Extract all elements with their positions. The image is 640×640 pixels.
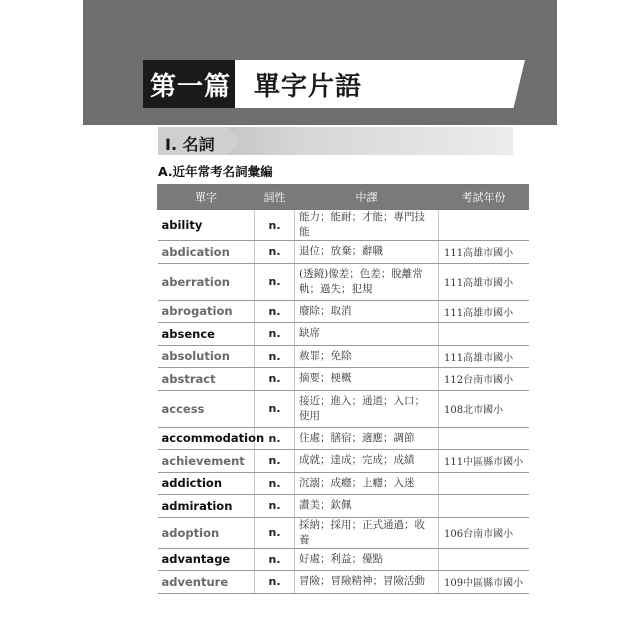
header-word: 單字 (158, 185, 255, 210)
meaning-cell: (透鏡)像差；色差；脫離常軌；過失；犯規 (295, 263, 439, 300)
word-cell: adoption (158, 517, 255, 548)
word-cell: advantage (158, 548, 255, 571)
word-cell: admiration (158, 495, 255, 518)
year-cell: 111中區縣市國小 (439, 450, 529, 473)
word-cell: absence (158, 323, 255, 346)
meaning-cell: 住處；膳宿；適應；調節 (295, 427, 439, 450)
word-cell: ability (158, 210, 255, 241)
word-cell: access (158, 390, 255, 427)
pos-cell: n. (255, 300, 295, 323)
meaning-cell: 成就；達成；完成；成績 (295, 450, 439, 473)
pos-cell: n. (255, 390, 295, 427)
meaning-cell: 接近；進入；通道；入口；使用 (295, 390, 439, 427)
meaning-cell: 赦罪；免除 (295, 345, 439, 368)
pos-cell: n. (255, 263, 295, 300)
table-row (158, 427, 529, 450)
header-meaning: 中譯 (295, 185, 439, 210)
header-pos: 詞性 (255, 185, 295, 210)
table-row (158, 390, 529, 427)
word-cell: abdication (158, 241, 255, 264)
word-cell: accommodation (158, 427, 255, 450)
pos-cell: n. (255, 472, 295, 495)
word-cell: achievement (158, 450, 255, 473)
chapter-number: 第一篇 (150, 72, 232, 102)
word-cell: abrogation (158, 300, 255, 323)
table-row (158, 241, 529, 264)
pos-cell: n. (255, 450, 295, 473)
pos-cell: n. (255, 517, 295, 548)
year-cell (439, 472, 529, 495)
table-row (158, 368, 529, 391)
year-cell (439, 323, 529, 346)
year-cell (439, 548, 529, 571)
word-cell: abstract (158, 368, 255, 391)
year-cell (439, 427, 529, 450)
meaning-cell: 能力；能耐；才能；專門技能 (295, 210, 439, 241)
year-cell (439, 210, 529, 241)
table-body (158, 210, 529, 594)
word-cell: absolution (158, 345, 255, 368)
table-row (158, 323, 529, 346)
word-cell: adventure (158, 571, 255, 594)
table-row (158, 345, 529, 368)
table-row (158, 263, 529, 300)
year-cell: 111高雄市國小 (439, 300, 529, 323)
meaning-cell: 廢除；取消 (295, 300, 439, 323)
year-cell: 111高雄市國小 (439, 345, 529, 368)
word-cell: aberration (158, 263, 255, 300)
pos-cell: n. (255, 495, 295, 518)
table-row (158, 300, 529, 323)
table-row (158, 210, 529, 241)
meaning-cell: 退位；放棄；辭職 (295, 241, 439, 264)
table-row (158, 571, 529, 594)
table-row (158, 450, 529, 473)
year-cell: 106台南市國小 (439, 517, 529, 548)
table-row (158, 472, 529, 495)
pos-cell: n. (255, 345, 295, 368)
pos-cell: n. (255, 368, 295, 391)
table-row (158, 548, 529, 571)
pos-cell: n. (255, 548, 295, 571)
year-cell: 112台南市國小 (439, 368, 529, 391)
year-cell: 108北市國小 (439, 390, 529, 427)
vocabulary-table (157, 184, 529, 594)
pos-cell: n. (255, 427, 295, 450)
pos-cell: n. (255, 323, 295, 346)
year-cell: 111高雄市國小 (439, 241, 529, 264)
pos-cell: n. (255, 571, 295, 594)
year-cell: 111高雄市國小 (439, 263, 529, 300)
subheading: A.近年常考名詞彙編 (158, 164, 273, 179)
table-header-row (158, 185, 529, 210)
year-cell (439, 495, 529, 518)
meaning-cell: 採納；採用；正式通過；收養 (295, 517, 439, 548)
word-cell: addiction (158, 472, 255, 495)
pos-cell: n. (255, 210, 295, 241)
section-heading: I. 名詞 (165, 135, 215, 154)
year-cell: 109中區縣市國小 (439, 571, 529, 594)
table-row (158, 517, 529, 548)
meaning-cell: 摘要；梗概 (295, 368, 439, 391)
header-year: 考試年份 (439, 185, 529, 210)
table-row (158, 495, 529, 518)
meaning-cell: 讚美；欽佩 (295, 495, 439, 518)
pos-cell: n. (255, 241, 295, 264)
meaning-cell: 缺席 (295, 323, 439, 346)
meaning-cell: 好處；利益；優點 (295, 548, 439, 571)
chapter-title: 單字片語 (254, 72, 363, 102)
meaning-cell: 冒險；冒險精神；冒險活動 (295, 571, 439, 594)
meaning-cell: 沉溺；成癮；上癮；入迷 (295, 472, 439, 495)
